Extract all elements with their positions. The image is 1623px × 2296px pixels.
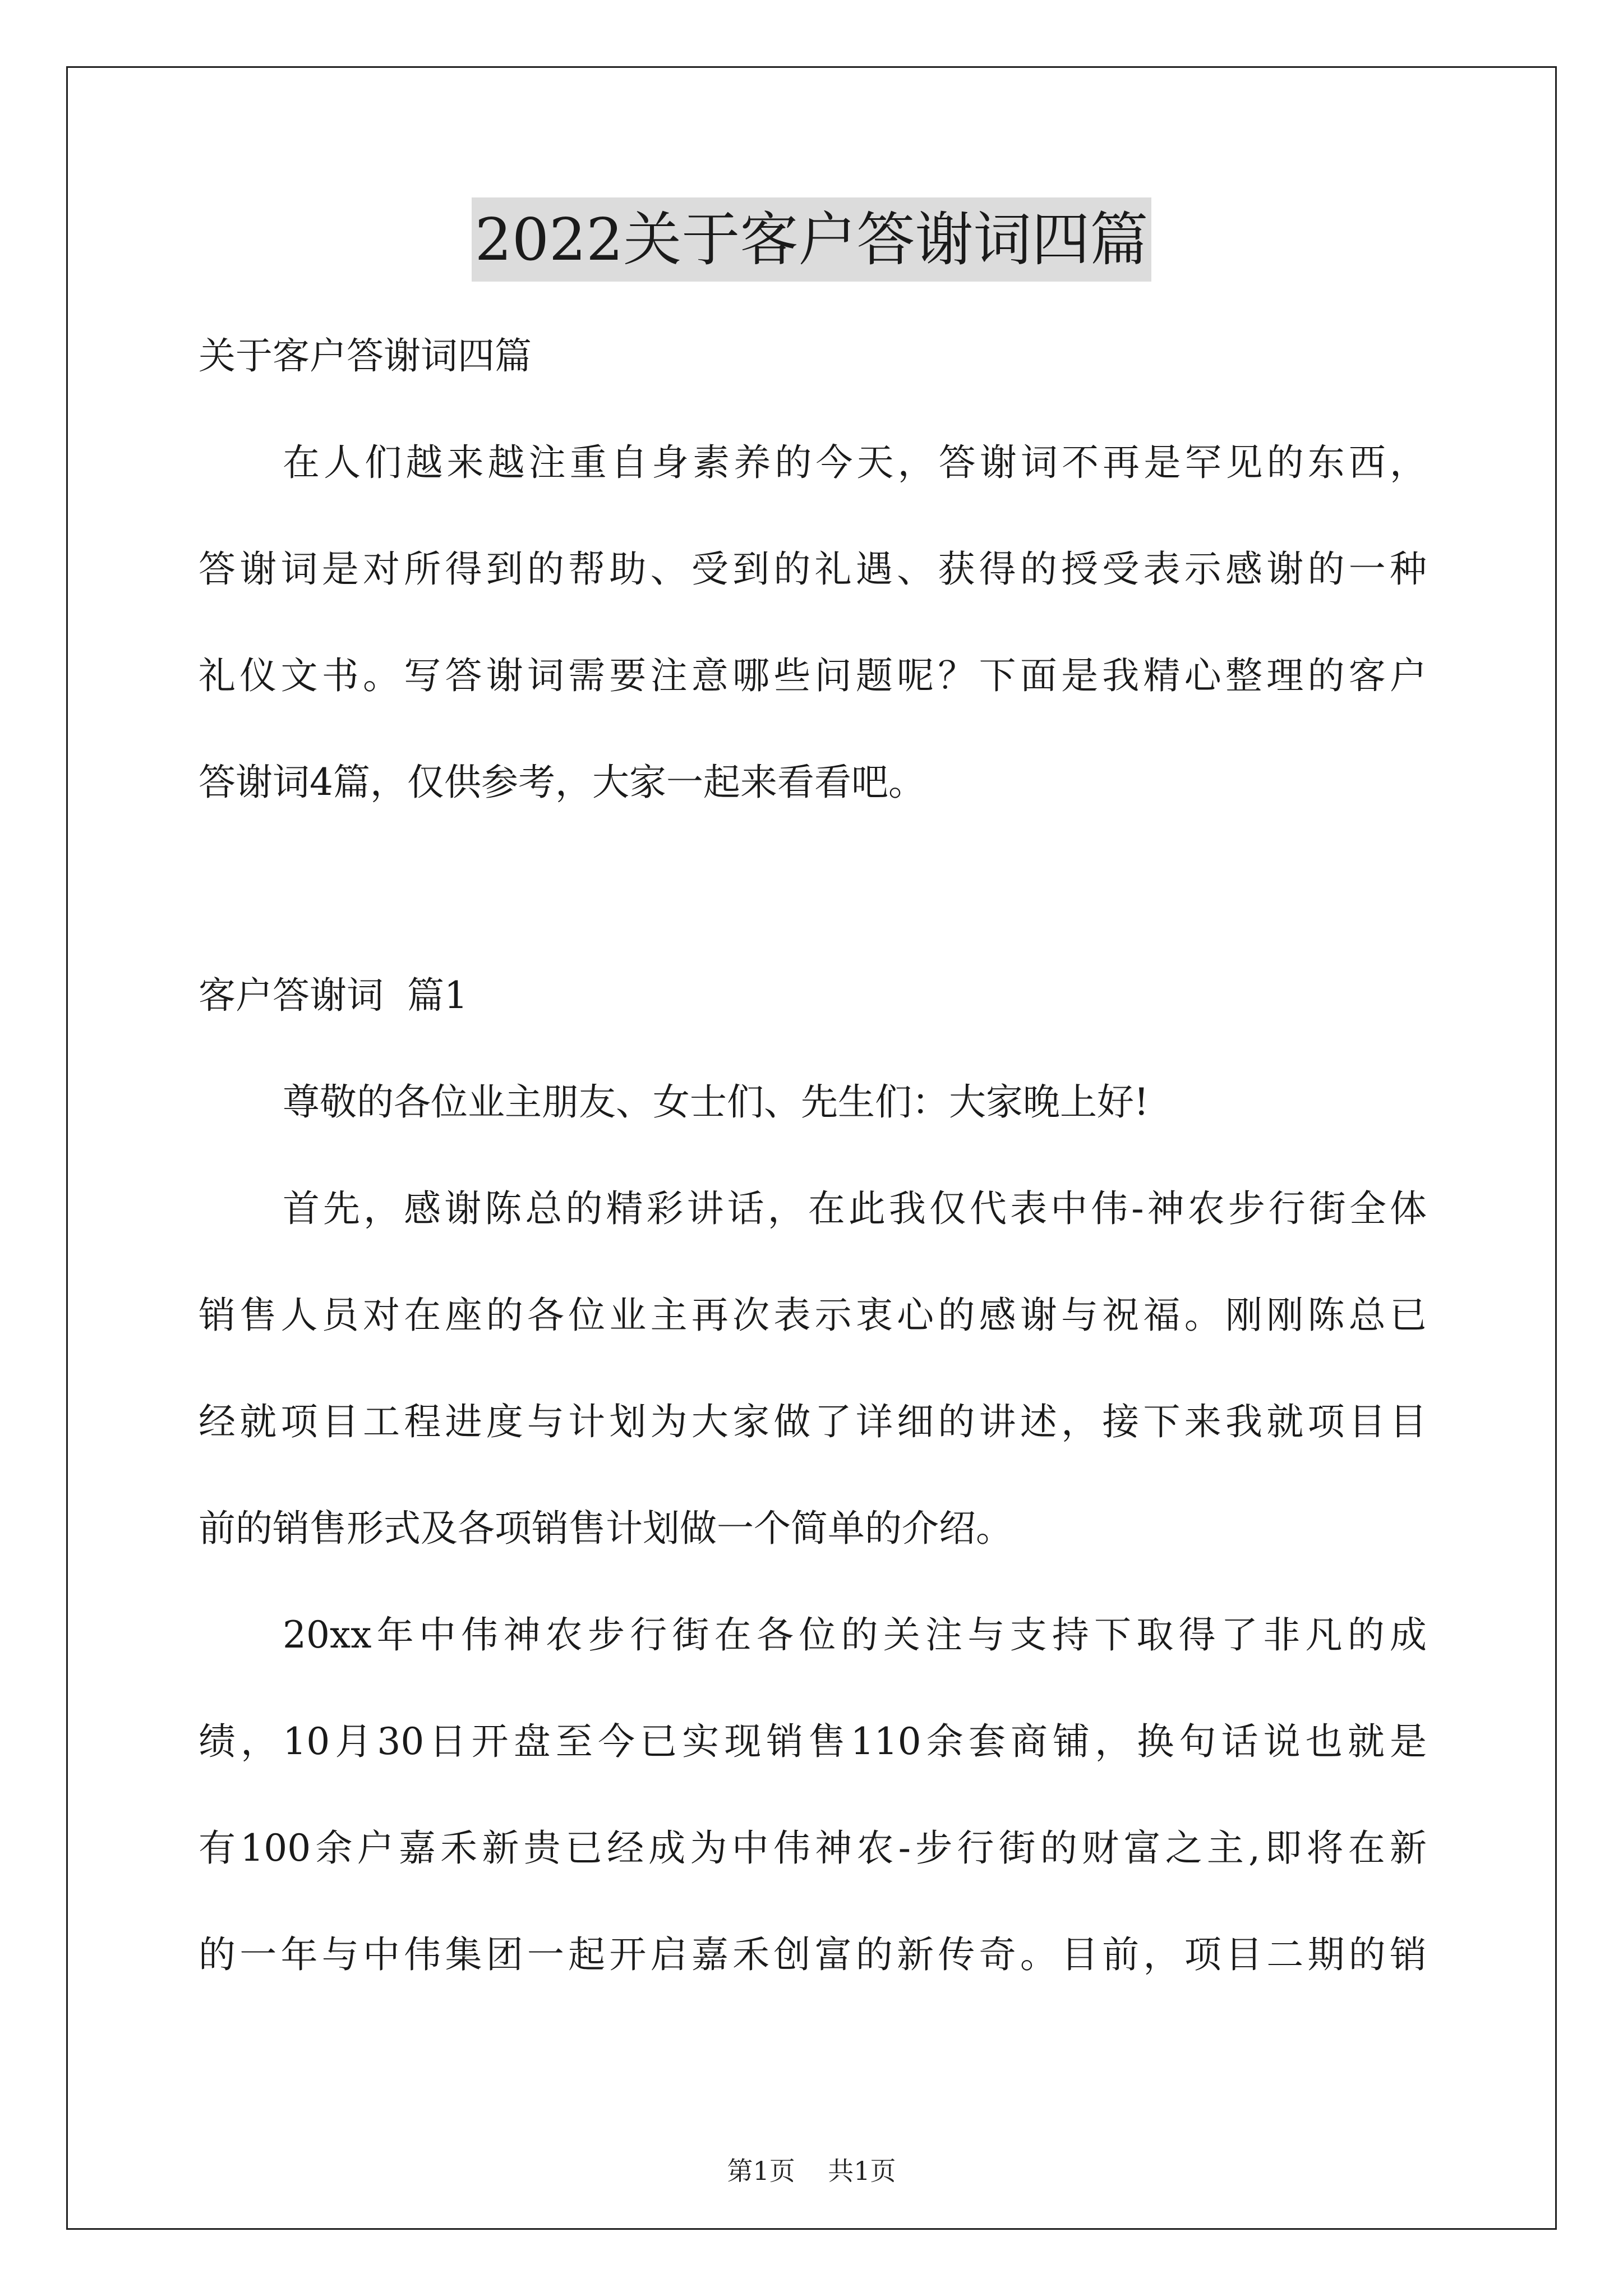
paragraph-line: 绩，10月30日开盘至今已实现销售110余套商铺，换句话说也就是 [199,1720,1427,1763]
intro-line: 在人们越来越注重自身素养的今天，答谢词不再是罕见的东西， [283,441,1427,484]
paragraph-line: 的一年与中伟集团一起开启嘉禾创富的新传奇。目前，项目二期的销 [199,1933,1427,1976]
paragraph-line: 20xx年中伟神农步行街在各位的关注与支持下取得了非凡的成 [283,1613,1427,1657]
intro-line: 答谢词是对所得到的帮助、受到的礼遇、获得的授受表示感谢的一种 [199,547,1427,591]
intro-line: 礼仪文书。写答谢词需要注意哪些问题呢？下面是我精心整理的客户 [199,654,1427,697]
section-gap [199,836,1427,942]
paragraph-line: 经就项目工程进度与计划为大家做了详细的讲述，接下来我就项目目 [199,1400,1427,1443]
section-heading: 客户答谢词 篇1 [199,974,468,1017]
paragraph-line: 首先，感谢陈总的精彩讲话，在此我仅代表中伟-神农步行街全体 [283,1187,1427,1230]
document-title-wrapper [0,197,1623,299]
paragraph-line: 有100余户嘉禾新贵已经成为中伟神农-步行街的财富之主,即将在新 [199,1826,1427,1870]
intro-line: 答谢词4篇，仅供参考，大家一起来看看吧。 [199,761,925,804]
greeting-line: 尊敬的各位业主朋友、女士们、先生们：大家晚上好! [283,1080,1149,1124]
paragraph-line: 前的销售形式及各项销售计划做一个简单的介绍。 [199,1507,1013,1550]
document-body [199,303,1427,2008]
document-title: 2022关于客户答谢词四篇 [472,197,1152,282]
document-subtitle: 关于客户答谢词四篇 [199,334,532,378]
paragraph-line: 销售人员对在座的各位业主再次表示衷心的感谢与祝福。刚刚陈总已 [199,1294,1427,1337]
page-footer: 第1页 共1页 [727,2156,896,2186]
